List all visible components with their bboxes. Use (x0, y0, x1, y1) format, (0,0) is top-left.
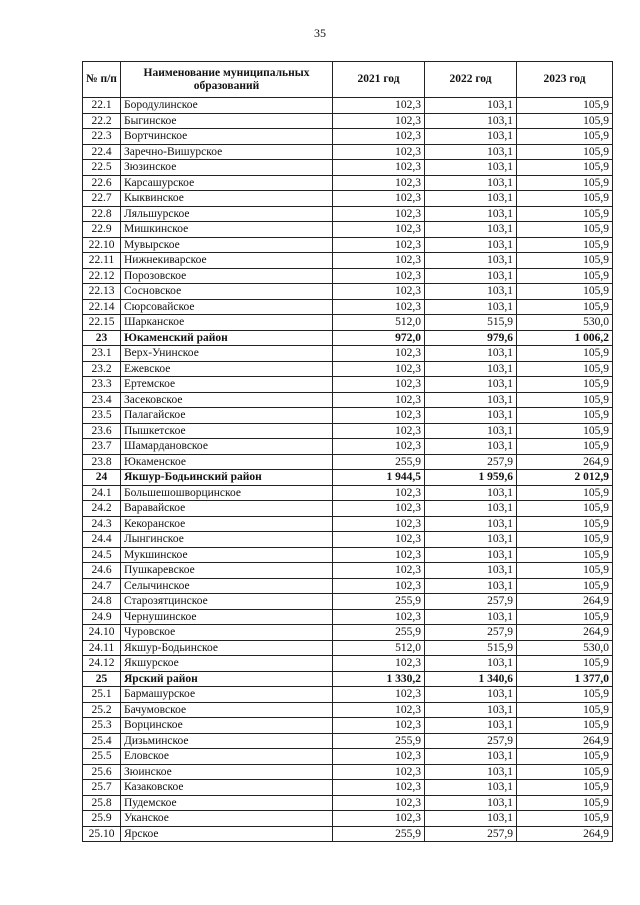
value-2021-cell: 102,3 (333, 764, 425, 780)
value-2021-cell: 102,3 (333, 175, 425, 191)
value-2021-cell: 102,3 (333, 656, 425, 672)
row-number-cell: 25.9 (83, 811, 121, 827)
value-2022-cell: 103,1 (425, 206, 517, 222)
value-2023-cell: 105,9 (517, 346, 613, 362)
value-2022-cell: 103,1 (425, 253, 517, 269)
value-2023-cell: 105,9 (517, 578, 613, 594)
value-2021-cell: 102,3 (333, 160, 425, 176)
value-2023-cell: 105,9 (517, 144, 613, 160)
municipality-name-cell: Зюинское (121, 764, 333, 780)
row-number-cell: 22.11 (83, 253, 121, 269)
value-2023-cell: 105,9 (517, 129, 613, 145)
municipality-name-cell: Палагайское (121, 408, 333, 424)
row-number-cell: 24.2 (83, 501, 121, 517)
value-2023-cell: 105,9 (517, 392, 613, 408)
value-2021-cell: 102,3 (333, 811, 425, 827)
municipality-name-cell: Верх-Унинское (121, 346, 333, 362)
table-row (83, 578, 613, 594)
table-row (83, 284, 613, 300)
value-2022-cell: 103,1 (425, 547, 517, 563)
municipality-name-cell: Шарканское (121, 315, 333, 331)
table-row (83, 160, 613, 176)
value-2021-cell: 102,3 (333, 501, 425, 517)
value-2021-cell: 102,3 (333, 191, 425, 207)
value-2021-cell: 102,3 (333, 222, 425, 238)
value-2021-cell: 102,3 (333, 98, 425, 114)
row-number-cell: 24.7 (83, 578, 121, 594)
row-number-cell: 22.10 (83, 237, 121, 253)
row-number-cell: 22.9 (83, 222, 121, 238)
value-2023-cell: 105,9 (517, 749, 613, 765)
value-2021-cell: 102,3 (333, 392, 425, 408)
header-2023: 2023 год (517, 62, 613, 98)
district-row (83, 671, 613, 687)
value-2021-cell: 102,3 (333, 578, 425, 594)
value-2022-cell: 103,1 (425, 423, 517, 439)
value-2022-cell: 515,9 (425, 640, 517, 656)
value-2023-cell: 105,9 (517, 377, 613, 393)
value-2022-cell: 257,9 (425, 454, 517, 470)
municipality-name-cell: Быгинское (121, 113, 333, 129)
value-2021-cell: 102,3 (333, 361, 425, 377)
table-row (83, 609, 613, 625)
value-2022-cell: 103,1 (425, 160, 517, 176)
table-row (83, 733, 613, 749)
value-2021-cell: 1 330,2 (333, 671, 425, 687)
value-2022-cell: 103,1 (425, 392, 517, 408)
municipality-name-cell: Якшур-Бодьинский район (121, 470, 333, 486)
municipality-name-cell: Юкаменское (121, 454, 333, 470)
row-number-cell: 23.2 (83, 361, 121, 377)
value-2022-cell: 103,1 (425, 222, 517, 238)
municipality-name-cell: Уканское (121, 811, 333, 827)
municipality-name-cell: Юкаменский район (121, 330, 333, 346)
row-number-cell: 22.3 (83, 129, 121, 145)
municipality-name-cell: Вортчинское (121, 129, 333, 145)
value-2022-cell: 979,6 (425, 330, 517, 346)
value-2023-cell: 264,9 (517, 594, 613, 610)
row-number-cell: 24.5 (83, 547, 121, 563)
value-2022-cell: 1 959,6 (425, 470, 517, 486)
value-2022-cell: 515,9 (425, 315, 517, 331)
value-2022-cell: 103,1 (425, 702, 517, 718)
row-number-cell: 24.6 (83, 563, 121, 579)
value-2021-cell: 102,3 (333, 749, 425, 765)
value-2021-cell: 102,3 (333, 346, 425, 362)
row-number-cell: 25.4 (83, 733, 121, 749)
table-body (83, 98, 613, 842)
table-row (83, 129, 613, 145)
table-row (83, 113, 613, 129)
value-2023-cell: 105,9 (517, 516, 613, 532)
row-number-cell: 24.3 (83, 516, 121, 532)
table-row (83, 501, 613, 517)
value-2023-cell: 105,9 (517, 361, 613, 377)
value-2021-cell: 102,3 (333, 408, 425, 424)
municipality-name-cell: Варавайское (121, 501, 333, 517)
row-number-cell: 24.11 (83, 640, 121, 656)
page-number: 35 (314, 26, 326, 40)
value-2021-cell: 102,3 (333, 284, 425, 300)
value-2023-cell: 105,9 (517, 718, 613, 734)
value-2021-cell: 512,0 (333, 640, 425, 656)
municipality-name-cell: Пушкаревское (121, 563, 333, 579)
row-number-cell: 25.2 (83, 702, 121, 718)
table-row (83, 625, 613, 641)
municipality-name-cell: Ляльшурское (121, 206, 333, 222)
value-2022-cell: 103,1 (425, 191, 517, 207)
row-number-cell: 22.15 (83, 315, 121, 331)
value-2023-cell: 105,9 (517, 439, 613, 455)
value-2023-cell: 105,9 (517, 98, 613, 114)
value-2023-cell: 105,9 (517, 563, 613, 579)
value-2023-cell: 105,9 (517, 609, 613, 625)
municipality-name-cell: Мукшинское (121, 547, 333, 563)
value-2023-cell: 105,9 (517, 299, 613, 315)
row-number-cell: 24.9 (83, 609, 121, 625)
row-number-cell: 22.14 (83, 299, 121, 315)
header-number: № п/п (83, 62, 121, 98)
value-2021-cell: 102,3 (333, 423, 425, 439)
row-number-cell: 25.7 (83, 780, 121, 796)
row-number-cell: 23.3 (83, 377, 121, 393)
row-number-cell: 25 (83, 671, 121, 687)
value-2023-cell: 105,9 (517, 485, 613, 501)
row-number-cell: 25.1 (83, 687, 121, 703)
municipality-name-cell: Лынгинское (121, 532, 333, 548)
table-row (83, 268, 613, 284)
municipality-name-cell: Засековское (121, 392, 333, 408)
value-2022-cell: 103,1 (425, 377, 517, 393)
table-row (83, 346, 613, 362)
row-number-cell: 22.5 (83, 160, 121, 176)
value-2021-cell: 102,3 (333, 237, 425, 253)
table-row (83, 826, 613, 842)
value-2022-cell: 103,1 (425, 439, 517, 455)
row-number-cell: 22.7 (83, 191, 121, 207)
value-2021-cell: 102,3 (333, 485, 425, 501)
value-2022-cell: 103,1 (425, 563, 517, 579)
table-row (83, 237, 613, 253)
value-2023-cell: 105,9 (517, 175, 613, 191)
value-2023-cell: 264,9 (517, 625, 613, 641)
municipality-name-cell: Старозятцинское (121, 594, 333, 610)
value-2021-cell: 512,0 (333, 315, 425, 331)
value-2022-cell: 103,1 (425, 578, 517, 594)
value-2022-cell: 103,1 (425, 98, 517, 114)
budget-table (82, 61, 613, 842)
value-2023-cell: 105,9 (517, 408, 613, 424)
value-2023-cell: 105,9 (517, 656, 613, 672)
row-number-cell: 23.4 (83, 392, 121, 408)
table-row (83, 485, 613, 501)
table-row (83, 439, 613, 455)
value-2021-cell: 972,0 (333, 330, 425, 346)
table-row (83, 361, 613, 377)
value-2021-cell: 102,3 (333, 144, 425, 160)
municipality-name-cell: Заречно-Вишурское (121, 144, 333, 160)
value-2023-cell: 105,9 (517, 222, 613, 238)
value-2022-cell: 103,1 (425, 687, 517, 703)
value-2022-cell: 103,1 (425, 749, 517, 765)
value-2023-cell: 105,9 (517, 501, 613, 517)
district-row (83, 330, 613, 346)
value-2022-cell: 103,1 (425, 144, 517, 160)
row-number-cell: 25.6 (83, 764, 121, 780)
value-2022-cell: 103,1 (425, 361, 517, 377)
value-2023-cell: 105,9 (517, 284, 613, 300)
value-2021-cell: 102,3 (333, 609, 425, 625)
value-2023-cell: 105,9 (517, 191, 613, 207)
value-2021-cell: 102,3 (333, 439, 425, 455)
municipality-name-cell: Ярский район (121, 671, 333, 687)
table-row (83, 454, 613, 470)
value-2022-cell: 103,1 (425, 268, 517, 284)
municipality-name-cell: Якшур-Бодьинское (121, 640, 333, 656)
value-2022-cell: 103,1 (425, 175, 517, 191)
row-number-cell: 22.13 (83, 284, 121, 300)
municipality-name-cell: Кыквинское (121, 191, 333, 207)
municipality-name-cell: Чернушинское (121, 609, 333, 625)
table-row (83, 749, 613, 765)
value-2022-cell: 103,1 (425, 764, 517, 780)
value-2021-cell: 102,3 (333, 532, 425, 548)
value-2022-cell: 103,1 (425, 718, 517, 734)
value-2023-cell: 105,9 (517, 113, 613, 129)
row-number-cell: 24.10 (83, 625, 121, 641)
table-row (83, 253, 613, 269)
municipality-name-cell: Мувырское (121, 237, 333, 253)
value-2021-cell: 102,3 (333, 253, 425, 269)
municipality-name-cell: Пудемское (121, 795, 333, 811)
table-row (83, 780, 613, 796)
header-2022: 2022 год (425, 62, 517, 98)
table-header-row (83, 62, 613, 98)
value-2021-cell: 102,3 (333, 780, 425, 796)
value-2021-cell: 255,9 (333, 454, 425, 470)
value-2022-cell: 103,1 (425, 795, 517, 811)
municipality-name-cell: Порозовское (121, 268, 333, 284)
municipality-name-cell: Нижнекиварское (121, 253, 333, 269)
value-2023-cell: 264,9 (517, 733, 613, 749)
value-2023-cell: 105,9 (517, 811, 613, 827)
table-row (83, 656, 613, 672)
value-2021-cell: 255,9 (333, 826, 425, 842)
row-number-cell: 23.8 (83, 454, 121, 470)
row-number-cell: 22.8 (83, 206, 121, 222)
row-number-cell: 22.2 (83, 113, 121, 129)
table-row (83, 516, 613, 532)
municipality-name-cell: Карсашурское (121, 175, 333, 191)
table-row (83, 222, 613, 238)
value-2023-cell: 105,9 (517, 780, 613, 796)
table-row (83, 175, 613, 191)
municipality-name-cell: Бородулинское (121, 98, 333, 114)
value-2023-cell: 105,9 (517, 687, 613, 703)
value-2022-cell: 103,1 (425, 346, 517, 362)
row-number-cell: 22.1 (83, 98, 121, 114)
value-2023-cell: 105,9 (517, 206, 613, 222)
municipality-name-cell: Бармашурское (121, 687, 333, 703)
row-number-cell: 23.6 (83, 423, 121, 439)
row-number-cell: 24.12 (83, 656, 121, 672)
value-2022-cell: 103,1 (425, 284, 517, 300)
table-row (83, 687, 613, 703)
municipality-name-cell: Ярское (121, 826, 333, 842)
value-2023-cell: 2 012,9 (517, 470, 613, 486)
value-2022-cell: 103,1 (425, 485, 517, 501)
row-number-cell: 23 (83, 330, 121, 346)
row-number-cell: 24 (83, 470, 121, 486)
value-2021-cell: 255,9 (333, 625, 425, 641)
value-2023-cell: 264,9 (517, 826, 613, 842)
table-row (83, 702, 613, 718)
row-number-cell: 23.5 (83, 408, 121, 424)
value-2021-cell: 102,3 (333, 547, 425, 563)
municipality-name-cell: Селычинское (121, 578, 333, 594)
table-row (83, 640, 613, 656)
value-2022-cell: 103,1 (425, 501, 517, 517)
header-municipality: Наименование муниципальных образований (121, 62, 333, 98)
municipality-name-cell: Чуровское (121, 625, 333, 641)
table-row (83, 144, 613, 160)
table-row (83, 408, 613, 424)
row-number-cell: 25.5 (83, 749, 121, 765)
table-row (83, 423, 613, 439)
municipality-name-cell: Мишкинское (121, 222, 333, 238)
row-number-cell: 24.1 (83, 485, 121, 501)
value-2023-cell: 105,9 (517, 547, 613, 563)
value-2023-cell: 530,0 (517, 640, 613, 656)
value-2022-cell: 103,1 (425, 299, 517, 315)
value-2021-cell: 102,3 (333, 206, 425, 222)
municipality-name-cell: Шамардановское (121, 439, 333, 455)
value-2023-cell: 105,9 (517, 764, 613, 780)
value-2021-cell: 102,3 (333, 299, 425, 315)
value-2021-cell: 255,9 (333, 594, 425, 610)
value-2022-cell: 103,1 (425, 656, 517, 672)
value-2022-cell: 1 340,6 (425, 671, 517, 687)
value-2022-cell: 257,9 (425, 594, 517, 610)
value-2023-cell: 105,9 (517, 702, 613, 718)
value-2021-cell: 102,3 (333, 129, 425, 145)
value-2022-cell: 103,1 (425, 811, 517, 827)
table-row (83, 764, 613, 780)
table-row (83, 795, 613, 811)
value-2022-cell: 103,1 (425, 129, 517, 145)
value-2023-cell: 105,9 (517, 532, 613, 548)
row-number-cell: 25.8 (83, 795, 121, 811)
table-row (83, 392, 613, 408)
district-row (83, 470, 613, 486)
value-2021-cell: 255,9 (333, 733, 425, 749)
municipality-name-cell: Казаковское (121, 780, 333, 796)
value-2023-cell: 105,9 (517, 795, 613, 811)
table-row (83, 594, 613, 610)
value-2023-cell: 1 006,2 (517, 330, 613, 346)
value-2022-cell: 103,1 (425, 532, 517, 548)
table-row (83, 532, 613, 548)
municipality-name-cell: Еловское (121, 749, 333, 765)
municipality-name-cell: Кекоранское (121, 516, 333, 532)
value-2021-cell: 102,3 (333, 113, 425, 129)
row-number-cell: 25.10 (83, 826, 121, 842)
table-row (83, 191, 613, 207)
value-2021-cell: 1 944,5 (333, 470, 425, 486)
value-2021-cell: 102,3 (333, 795, 425, 811)
table-row (83, 299, 613, 315)
value-2022-cell: 257,9 (425, 826, 517, 842)
value-2023-cell: 105,9 (517, 268, 613, 284)
municipality-name-cell: Зюзинское (121, 160, 333, 176)
row-number-cell: 23.7 (83, 439, 121, 455)
table-row (83, 718, 613, 734)
municipality-name-cell: Ворцинское (121, 718, 333, 734)
municipality-name-cell: Дизьминское (121, 733, 333, 749)
value-2021-cell: 102,3 (333, 702, 425, 718)
value-2022-cell: 103,1 (425, 780, 517, 796)
table-row (83, 563, 613, 579)
value-2022-cell: 103,1 (425, 113, 517, 129)
value-2023-cell: 105,9 (517, 423, 613, 439)
value-2022-cell: 257,9 (425, 733, 517, 749)
municipality-name-cell: Бачумовское (121, 702, 333, 718)
municipality-name-cell: Большешошворцинское (121, 485, 333, 501)
municipality-name-cell: Сюрсовайское (121, 299, 333, 315)
table-row (83, 315, 613, 331)
value-2022-cell: 257,9 (425, 625, 517, 641)
row-number-cell: 22.12 (83, 268, 121, 284)
row-number-cell: 22.6 (83, 175, 121, 191)
table-row (83, 811, 613, 827)
value-2022-cell: 103,1 (425, 408, 517, 424)
row-number-cell: 23.1 (83, 346, 121, 362)
municipality-name-cell: Пышкетское (121, 423, 333, 439)
row-number-cell: 22.4 (83, 144, 121, 160)
table-row (83, 547, 613, 563)
value-2021-cell: 102,3 (333, 687, 425, 703)
value-2022-cell: 103,1 (425, 609, 517, 625)
municipality-name-cell: Якшурское (121, 656, 333, 672)
municipality-name-cell: Сосновское (121, 284, 333, 300)
table-row (83, 206, 613, 222)
row-number-cell: 24.8 (83, 594, 121, 610)
municipality-name-cell: Ертемское (121, 377, 333, 393)
value-2023-cell: 105,9 (517, 253, 613, 269)
value-2021-cell: 102,3 (333, 718, 425, 734)
value-2022-cell: 103,1 (425, 237, 517, 253)
value-2023-cell: 530,0 (517, 315, 613, 331)
row-number-cell: 25.3 (83, 718, 121, 734)
table-row (83, 377, 613, 393)
value-2022-cell: 103,1 (425, 516, 517, 532)
value-2023-cell: 1 377,0 (517, 671, 613, 687)
value-2021-cell: 102,3 (333, 516, 425, 532)
municipality-name-cell: Ежевское (121, 361, 333, 377)
value-2023-cell: 105,9 (517, 160, 613, 176)
value-2021-cell: 102,3 (333, 563, 425, 579)
row-number-cell: 24.4 (83, 532, 121, 548)
value-2021-cell: 102,3 (333, 268, 425, 284)
value-2021-cell: 102,3 (333, 377, 425, 393)
value-2023-cell: 264,9 (517, 454, 613, 470)
value-2023-cell: 105,9 (517, 237, 613, 253)
header-2021: 2021 год (333, 62, 425, 98)
table-row (83, 98, 613, 114)
